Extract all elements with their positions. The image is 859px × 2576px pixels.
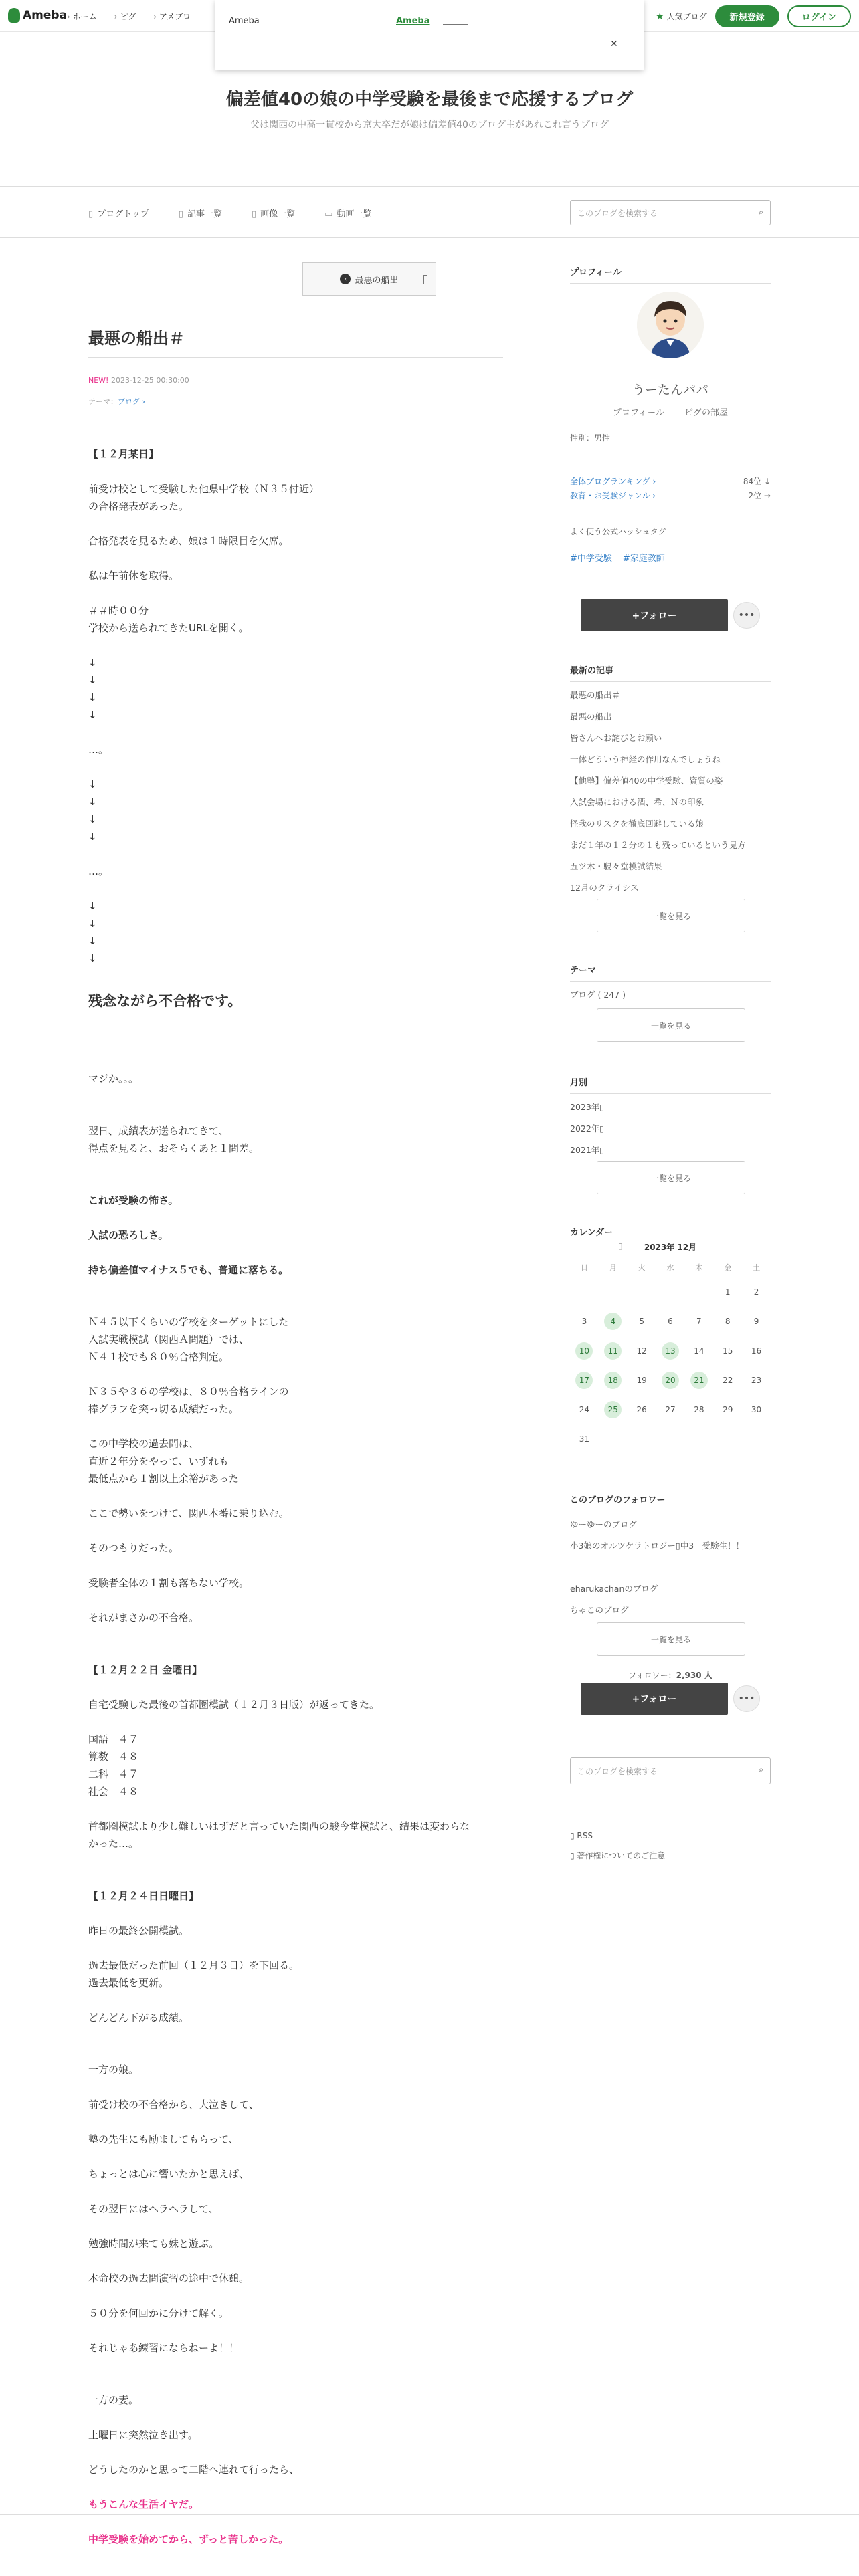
entry-paragraph: [88, 1800, 503, 1818]
home-icon: ▯: [88, 209, 94, 219]
month-item[interactable]: 2021年▯: [570, 1145, 605, 1155]
entry-paragraph: ↓: [88, 657, 97, 669]
entry-paragraph: [88, 2357, 503, 2374]
calendar-weekday: 木: [695, 1263, 703, 1272]
calendar-weekday: 火: [638, 1263, 646, 1272]
popup-divider: [443, 24, 468, 25]
calendar-day[interactable]: [570, 1336, 599, 1366]
follow-button[interactable]: +フォロー: [581, 599, 728, 631]
entry-paragraph: それがまさかの不合格。: [88, 1612, 199, 1624]
ranking-genre[interactable]: 教育・お受験ジャンル › 2位 →: [570, 491, 771, 500]
entry-paragraph: 社会 ４８: [88, 1786, 139, 1798]
recent-entry-link[interactable]: 皆さんへお詫びとお願い: [570, 733, 662, 743]
calendar-day[interactable]: [570, 1366, 599, 1395]
entry-paragraph: [88, 2513, 503, 2531]
entry-paragraph: [88, 1087, 503, 1105]
chevron-left-icon[interactable]: ▯: [618, 1241, 623, 1251]
entry-date: 2023-12-25 00:30:00: [110, 376, 189, 385]
entry-paragraph: ↓: [88, 796, 97, 808]
calendar-day-link[interactable]: 17: [575, 1372, 593, 1389]
calendar-day: 23: [751, 1376, 762, 1385]
ameba-logo-icon: [8, 8, 20, 23]
recent-entry-link[interactable]: 怪我のリスクを徹底回避している娘: [570, 819, 704, 829]
chevron-right-icon: ›: [140, 397, 145, 406]
recent-entry-link[interactable]: 12月のクライシス: [570, 883, 639, 893]
nav-ameblo[interactable]: › アメブロ: [153, 11, 191, 22]
calendar-day: [684, 1424, 713, 1454]
calendar-day: [570, 1277, 599, 1307]
entry-paragraph: この中学校の過去問は、: [88, 1438, 199, 1450]
entry-paragraph: ここで勢いをつけて、関西本番に乗り込む。: [88, 1507, 289, 1519]
entry-paragraph: 算数 ４８: [88, 1751, 139, 1763]
calendar-weekday: 水: [666, 1263, 674, 1272]
calendar-day: 27: [665, 1405, 676, 1414]
calendar-day-link[interactable]: 11: [604, 1342, 622, 1360]
calendar-day[interactable]: [684, 1366, 713, 1395]
calendar-day[interactable]: [656, 1336, 685, 1366]
video-icon: ▭: [324, 209, 333, 219]
calendar-day: 3: [581, 1317, 587, 1326]
entry-paragraph: [88, 724, 503, 741]
theme-heading: テーマ: [570, 963, 771, 982]
entry-paragraph: [88, 2113, 503, 2131]
calendar-day: 5: [639, 1317, 644, 1326]
entry-paragraph: Ｎ３５や３６の学校は、８０％合格ラインの: [88, 1386, 289, 1398]
calendar-day: 1: [725, 1287, 731, 1297]
entry-paragraph: [88, 515, 503, 532]
entry-paragraph: 自宅受験した最後の首都圏模試（１２月３日版）が返ってきた。: [88, 1699, 380, 1711]
blog-search-input[interactable]: このブログを検索する ⌕: [570, 200, 771, 225]
register-button[interactable]: 新規登録: [715, 5, 779, 27]
calendar-day: [656, 1424, 685, 1454]
recent-entry-link[interactable]: 入試会場における酒、希、Ｎの印象: [570, 797, 704, 807]
nav-pig[interactable]: › ピグ: [114, 11, 136, 22]
follower-blog-link: [570, 1557, 771, 1578]
follow-button[interactable]: +フォロー: [581, 1683, 728, 1715]
entry-paragraph: [88, 550, 503, 567]
recent-entry-link[interactable]: まだ１年の１２分の１も残っているという見方: [570, 840, 746, 850]
profile-links: [570, 405, 771, 418]
entry-body: [88, 445, 503, 2548]
entry-paragraph: これが受験の怖さ。: [88, 1194, 179, 1206]
entry-paragraph: 棒グラフを突っ切る成績だった。: [88, 1403, 240, 1415]
calendar-day: [742, 1424, 771, 1454]
entry-paragraph: [88, 1487, 503, 1505]
entry-paragraph: [88, 967, 503, 984]
entry-paragraph: そのつもりだった。: [88, 1542, 179, 1554]
entry-paragraph: [88, 2026, 503, 2044]
overlay-popup: [215, 0, 644, 70]
entry-paragraph: 合格発表を見るため、娘は１時限目を欠席。: [88, 535, 289, 547]
entry-meta: [88, 376, 189, 385]
follower-count: フォロワー：2,930 人: [628, 1671, 712, 1680]
calendar-day: [628, 1424, 656, 1454]
theme-item[interactable]: ブログ ( 247 ): [570, 990, 626, 1000]
calendar-day[interactable]: [656, 1366, 685, 1395]
entry-paragraph: [88, 2374, 503, 2391]
entry-paragraph: [88, 2148, 503, 2165]
blog-nav: [0, 186, 859, 238]
entry-paragraph: どんどん下がる成績。: [88, 2012, 189, 2024]
entry-paragraph: 直近２年分をやって、いずれも: [88, 1455, 229, 1467]
entry-paragraph: かった…。: [88, 1838, 139, 1850]
entry-paragraph: [88, 2444, 503, 2461]
rss-link[interactable]: ▯ RSS: [570, 1831, 593, 1840]
entry-paragraph: [88, 1592, 503, 1609]
entry-paragraph: 前受け校として受験した他県中学校（Ｎ３５付近）: [88, 483, 320, 495]
entry-paragraph: の合格発表があった。: [88, 500, 189, 512]
recent-entry-link[interactable]: 最悪の船出: [570, 712, 612, 722]
calendar-day: 9: [753, 1317, 759, 1326]
calendar-day: 19: [636, 1376, 647, 1385]
calendar-month: ▯ 2023年 12月: [618, 1241, 697, 1252]
entry-paragraph: 本命校の過去問演習の途中で休憩。: [88, 2272, 250, 2284]
entry-paragraph: 【１２月某日】: [88, 448, 159, 460]
entry-paragraph: 得点を見ると、おそらくあと１問差。: [88, 1142, 260, 1154]
search-icon[interactable]: ⌕: [759, 1765, 763, 1774]
calendar-day: 31: [579, 1434, 590, 1444]
ameba-logo[interactable]: Ameba: [8, 8, 67, 23]
profile-name[interactable]: うーたんパパ: [632, 383, 708, 397]
entry-paragraph: 国語 ４７: [88, 1733, 139, 1745]
entry-paragraph: [88, 2218, 503, 2235]
nav-entry-list[interactable]: ▯ 記事一覧: [178, 209, 222, 219]
chevron-left-icon: ‹: [340, 274, 351, 284]
entry-paragraph: Ｎ４５以下くらいの学校をターゲットにした: [88, 1316, 289, 1328]
recent-entry-link[interactable]: 一体どういう神経の作用なんでしょうね: [570, 754, 721, 764]
follower-blog-link[interactable]: ゆーゆーのブログ: [570, 1519, 638, 1529]
entry-paragraph: ↓: [88, 952, 97, 964]
hashtag-heading: よく使う公式ハッシュタグ: [570, 527, 666, 536]
calendar-day: 12: [636, 1346, 647, 1356]
entry-paragraph: 一方の娘。: [88, 2064, 139, 2076]
entry-paragraph: [88, 463, 503, 480]
hashtag-link[interactable]: #中学受験: [570, 554, 612, 564]
entry-paragraph: ↓: [88, 778, 97, 790]
entry-paragraph: ↓: [88, 691, 97, 704]
entry-paragraph: 前受け校の不合格から、大泣きして、: [88, 2099, 259, 2111]
profile-gender: 性別：男性: [570, 433, 611, 443]
nav-home[interactable]: › ホーム: [67, 11, 97, 22]
entry-paragraph: [88, 2252, 503, 2270]
rss-icon: ▯: [570, 1831, 577, 1840]
hashtag-list: [570, 551, 665, 564]
entry-paragraph: [88, 1053, 503, 1070]
entry-paragraph: [88, 1035, 503, 1053]
entry-paragraph: どうしたのかと思って二階へ連れて行ったら、: [88, 2464, 300, 2476]
entry-paragraph: 土曜日に突然泣き出す。: [88, 2429, 198, 2441]
entry-paragraph: 二科 ４７: [88, 1768, 139, 1780]
calendar-day: [628, 1277, 656, 1307]
entry-paragraph: [88, 880, 503, 897]
entry-paragraph: [88, 1105, 503, 1122]
month-item[interactable]: 2022年▯: [570, 1123, 605, 1134]
entry-paragraph: 首都圏模試より少し難しいはずだと言っていた関西の駿今堂模試と、結果は変わらな: [88, 1820, 470, 1832]
entry-paragraph: ５０分を何回かに分けて解く。: [88, 2307, 229, 2319]
entry-paragraph: 塾の先生にも励ましてもらって、: [88, 2133, 239, 2145]
profile-heading: プロフィール: [570, 265, 771, 284]
followers-section: [570, 1493, 771, 1621]
entry-paragraph: [88, 2183, 503, 2200]
calendar-day[interactable]: [599, 1395, 628, 1424]
see-all-theme-button[interactable]: 一覧を見る: [597, 1008, 745, 1042]
monthly-section: [570, 1075, 771, 1161]
entry-paragraph: ちょっとは心に響いたかと思えば、: [88, 2168, 250, 2180]
ranking-overall[interactable]: 全体ブログランキング › 84位 ↓: [570, 477, 771, 486]
entry-paragraph: ↓: [88, 709, 97, 721]
header-actions: [656, 5, 851, 27]
calendar-day: 7: [696, 1317, 702, 1326]
copyright-link[interactable]: ▯ 著作権についてのご注意: [570, 1851, 666, 1860]
calendar-day: 8: [725, 1317, 731, 1326]
calendar-day: 24: [579, 1405, 590, 1414]
entry-paragraph: [88, 1644, 503, 1661]
entry-paragraph: 受験者全体の１割も落ちない学校。: [88, 1577, 250, 1589]
entry-paragraph: [88, 1679, 503, 1696]
entry-paragraph: 最低点から１割以上余裕があった: [88, 1473, 239, 1485]
entry-paragraph: ＃＃時００分: [88, 605, 149, 617]
entry-paragraph: 入試の恐ろしさ。: [88, 1229, 169, 1241]
image-icon: ▯: [251, 209, 257, 219]
popular-blog-link[interactable]: ★ 人気ブログ: [656, 11, 707, 22]
entry-paragraph: ↓: [88, 813, 97, 825]
calendar-day[interactable]: [599, 1366, 628, 1395]
info-icon: ▯: [570, 1851, 577, 1860]
footer-divider: [0, 2514, 859, 2515]
entry-paragraph: [88, 1366, 503, 1383]
entry-paragraph: [88, 2409, 503, 2426]
close-icon[interactable]: ✕: [610, 39, 618, 49]
entry-paragraph: ↓: [88, 935, 97, 947]
entry-paragraph: [88, 1713, 503, 1731]
calendar-weekday: 月: [609, 1263, 617, 1272]
popup-brand: Ameba: [229, 16, 260, 26]
calendar-day: 16: [751, 1346, 762, 1356]
crown-icon: ★: [656, 11, 664, 22]
entry-paragraph: 【１２月２４日日曜日】: [88, 1890, 199, 1902]
calendar-day-link[interactable]: 21: [690, 1372, 708, 1389]
calendar-day: 30: [751, 1405, 762, 1414]
entry-paragraph: [88, 1905, 503, 1922]
entry-paragraph: [88, 1626, 503, 1644]
entry-paragraph: [88, 1852, 503, 1870]
entry-theme: テーマ：ブログ ›: [88, 397, 145, 406]
entry-paragraph: ↓: [88, 674, 97, 686]
entry-paragraph: [88, 1992, 503, 2009]
entry-paragraph: [88, 1244, 503, 1261]
calendar-day: 15: [723, 1346, 733, 1356]
calendar-day[interactable]: [599, 1307, 628, 1336]
nav-blog-top[interactable]: ▯ ブログトップ: [88, 209, 149, 219]
more-options-button[interactable]: •••: [733, 1685, 760, 1712]
prev-entry-button[interactable]: ‹ 最悪の船出: [302, 262, 436, 296]
entry-paragraph: [88, 1557, 503, 1574]
calendar-day: [656, 1277, 685, 1307]
more-options-button[interactable]: •••: [733, 602, 760, 629]
calendar-heading: カレンダー: [570, 1228, 613, 1238]
entry-paragraph: 一方の妻。: [88, 2394, 139, 2406]
calendar-weekday: 日: [580, 1263, 588, 1272]
calendar-day-link[interactable]: 4: [604, 1313, 622, 1330]
entry-title[interactable]: 最悪の船出＃: [88, 329, 185, 348]
entry-paragraph: [88, 2287, 503, 2304]
entry-paragraph: [88, 758, 503, 776]
theme-section: [570, 963, 771, 1006]
calendar-day: [713, 1424, 742, 1454]
calendar-weekday: 土: [753, 1263, 761, 1272]
calendar-weekday: 金: [724, 1263, 732, 1272]
entry-paragraph: [88, 1209, 503, 1226]
nav-image-list[interactable]: ▯ 画像一覧: [251, 209, 296, 219]
calendar-day: 29: [723, 1405, 733, 1414]
search-icon[interactable]: ⌕: [759, 207, 763, 217]
entry-paragraph: 入試実戦模試（関西Ａ問題）では、: [88, 1333, 250, 1346]
calendar-day[interactable]: [599, 1336, 628, 1366]
blog-title[interactable]: 偏差値40の娘の中学受験を最後まで応援するブログ: [225, 90, 634, 110]
calendar-day: 6: [668, 1317, 673, 1326]
entry-paragraph: 残念ながら不合格です。: [88, 993, 242, 1009]
profile-link[interactable]: プロフィール: [613, 408, 664, 418]
entry-paragraph: ↓: [88, 918, 97, 930]
pig-room-link[interactable]: ピグの部屋: [684, 408, 728, 418]
see-all-followers-button[interactable]: 一覧を見る: [597, 1622, 745, 1656]
entry-paragraph: 過去最低だった前回（１２月３日）を下回る。: [88, 1959, 300, 1971]
entry-paragraph: [88, 1279, 503, 1296]
calendar-day-link[interactable]: 20: [662, 1372, 679, 1389]
follower-blog-link[interactable]: 小3娘のオルツケラトロジー▯中3 受験生！！: [570, 1541, 745, 1551]
month-item[interactable]: 2023年▯: [570, 1102, 605, 1112]
entry-paragraph: 過去最低を更新。: [88, 1977, 169, 1989]
entry-paragraph: 中学受験を始めてから、ずっと苦しかった。: [88, 2533, 289, 2545]
followers-heading: このブログのフォロワー: [570, 1493, 771, 1511]
nav-video-list[interactable]: ▭ 動画一覧: [324, 209, 372, 219]
calendar-day: [599, 1277, 628, 1307]
entry-paragraph: [88, 1939, 503, 1957]
global-nav: [67, 11, 191, 22]
entry-paragraph: [88, 2322, 503, 2339]
entry-paragraph: [88, 1418, 503, 1435]
entry-paragraph: ↓: [88, 831, 97, 843]
title-divider: [88, 357, 503, 358]
entry-paragraph: [88, 584, 503, 602]
recent-heading: 最新の記事: [570, 663, 771, 682]
calendar-day-link[interactable]: 18: [604, 1372, 622, 1389]
entry-paragraph: [88, 1870, 503, 1887]
calendar-day: 2: [753, 1287, 759, 1297]
entry-paragraph: 私は午前休を取得。: [88, 570, 179, 582]
login-button[interactable]: ログイン: [787, 5, 851, 27]
calendar-day: 28: [694, 1405, 704, 1414]
entry-paragraph: [88, 637, 503, 654]
entry-paragraph: 勉強時間が来ても妹と遊ぶ。: [88, 2238, 219, 2250]
month-heading: 月別: [570, 1075, 771, 1094]
sidebar-search-input[interactable]: このブログを検索する ⌕: [570, 1757, 771, 1784]
follower-blog-link[interactable]: ちゃこのブログ: [570, 1605, 629, 1615]
recent-entries: [570, 663, 771, 899]
calendar-grid: [570, 1257, 771, 1454]
entry-paragraph: ↓: [88, 900, 97, 912]
entry-paragraph: [88, 1157, 503, 1174]
entry-paragraph: Ｎ４１校でも８０％合格判定。: [88, 1351, 229, 1363]
calendar-day-link[interactable]: 25: [604, 1401, 622, 1418]
recent-entry-link[interactable]: 最悪の船出＃: [570, 690, 621, 700]
new-badge: NEW!: [88, 376, 109, 385]
list-icon: ▯: [178, 209, 183, 219]
entry-paragraph: [88, 1296, 503, 1313]
calendar-day-link[interactable]: 10: [575, 1342, 593, 1360]
entry-paragraph: [88, 2078, 503, 2096]
entry-paragraph: 翌日、成績表が送られてきて、: [88, 1125, 229, 1137]
calendar-section: [570, 1225, 771, 1243]
popup-ameba-link[interactable]: Ameba: [396, 16, 430, 26]
hashtag-link[interactable]: #家庭教師: [622, 554, 665, 564]
entry-paragraph: …。: [88, 865, 109, 877]
theme-link[interactable]: ブログ: [118, 397, 140, 406]
entry-paragraph: もうこんな生活イヤだ。: [88, 2498, 199, 2510]
calendar-day: 22: [723, 1376, 733, 1385]
entry-paragraph: [88, 1018, 503, 1035]
entry-paragraph: [88, 2044, 503, 2061]
entry-paragraph: 昨日の最終公開模試。: [88, 1925, 189, 1937]
see-all-month-button[interactable]: 一覧を見る: [597, 1161, 745, 1194]
entry-paragraph: 【１２月２２日 金曜日】: [88, 1664, 203, 1676]
recent-entry-link[interactable]: 【他塾】偏差値40の中学受験、資質の姿: [570, 776, 723, 786]
entry-paragraph: 学校から送られてきたURLを開く。: [88, 622, 249, 634]
avatar[interactable]: [637, 292, 704, 358]
calendar-day: [684, 1277, 713, 1307]
calendar-day: 14: [694, 1346, 704, 1356]
calendar-day-link[interactable]: 13: [662, 1342, 679, 1360]
see-all-recent-button[interactable]: 一覧を見る: [597, 899, 745, 932]
recent-entry-link[interactable]: 五ツ木・駸々堂模試結果: [570, 861, 662, 871]
entry-paragraph: [88, 845, 503, 863]
entry-paragraph: [88, 2478, 503, 2496]
entry-paragraph: [88, 1174, 503, 1192]
entry-paragraph: …。: [88, 744, 109, 756]
follower-blog-link[interactable]: eharukachanのブログ: [570, 1584, 658, 1594]
page-icon: [423, 275, 427, 284]
entry-paragraph: それじゃあ練習にならねーよ！！: [88, 2342, 240, 2354]
blog-subtitle: 父は関西の中高一貫校から京大卒だが娘は偏差値40のブログ主があれこれ言うブログ: [250, 120, 609, 130]
entry-paragraph: 持ち偏差値マイナス５でも、普通に落ちる。: [88, 1264, 289, 1276]
entry-paragraph: マジか。。。: [88, 1073, 139, 1085]
calendar-day: 26: [636, 1405, 647, 1414]
entry-paragraph: その翌日にはヘラヘラして、: [88, 2203, 219, 2215]
calendar-day: [599, 1424, 628, 1454]
entry-paragraph: [88, 1522, 503, 1539]
